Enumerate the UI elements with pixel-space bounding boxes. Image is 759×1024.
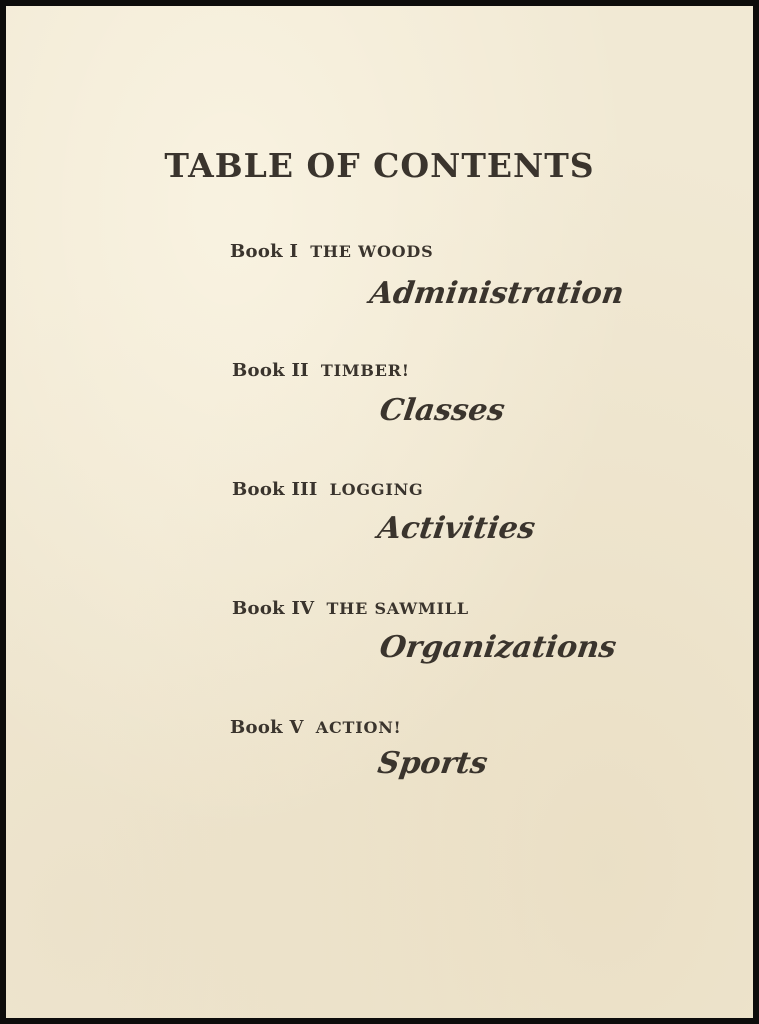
book-1-heading xyxy=(230,241,433,262)
book-5-section: Sports xyxy=(375,746,490,781)
book-1-section: Administration xyxy=(367,276,627,311)
page-title: TABLE OF CONTENTS xyxy=(164,146,595,185)
contents-page xyxy=(6,6,753,1018)
book-3-heading xyxy=(232,479,424,500)
book-5-name: ACTION! xyxy=(315,718,402,737)
book-3-name: LOGGING xyxy=(329,480,424,499)
book-1-name: THE WOODS xyxy=(310,242,434,261)
book-4-name: THE SAWMILL xyxy=(326,599,469,618)
book-2-number: Book II xyxy=(232,360,309,381)
book-2-heading xyxy=(232,360,410,381)
book-5-number: Book V xyxy=(230,717,304,738)
book-4-heading xyxy=(232,598,469,619)
book-2-name: TIMBER! xyxy=(320,361,410,380)
book-3-section: Activities xyxy=(375,511,538,546)
book-2-section: Classes xyxy=(377,393,507,428)
book-1-number: Book I xyxy=(230,241,299,262)
book-5-heading xyxy=(230,717,401,738)
book-3-number: Book III xyxy=(232,479,318,500)
book-4-number: Book IV xyxy=(232,598,315,619)
book-4-section: Organizations xyxy=(377,630,619,665)
